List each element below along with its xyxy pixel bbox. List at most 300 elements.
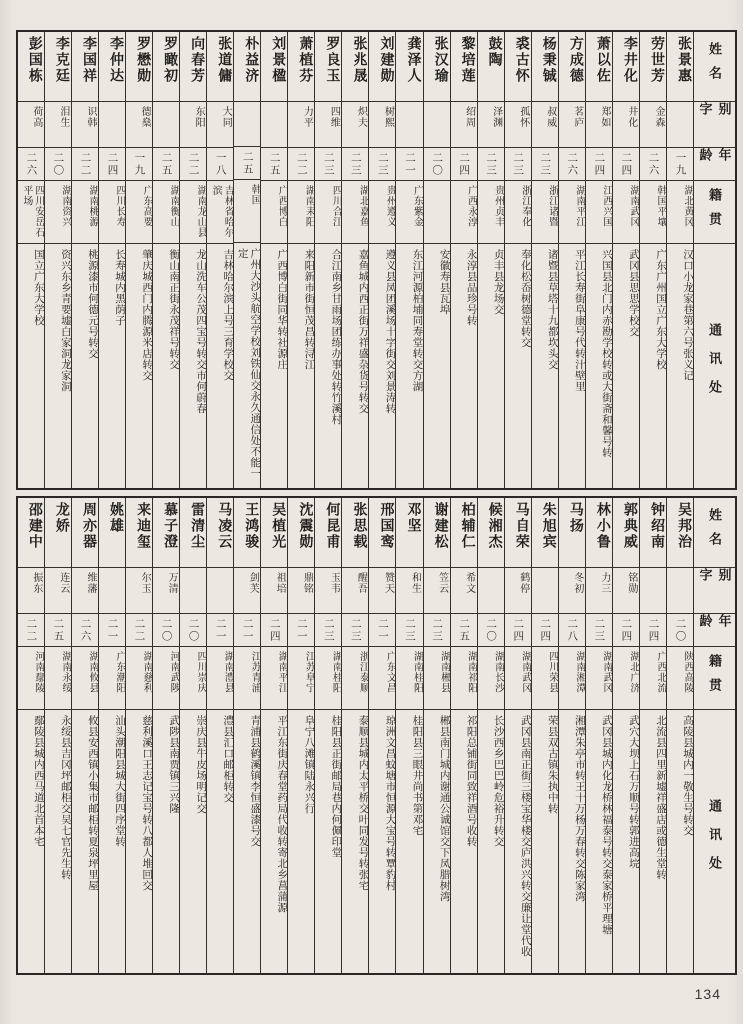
native-cell: 湖南桂阳: [396, 647, 422, 710]
alias-cell: 力三: [586, 568, 612, 614]
alias-cell: 东阳: [180, 102, 206, 148]
age-cell: 二三: [478, 148, 504, 181]
name-cell: 罗懋勋: [126, 32, 152, 102]
native-cell: 浙江泰顺: [342, 647, 368, 710]
age-cell: 二三: [532, 148, 558, 181]
age-cell: 二四: [586, 148, 612, 181]
native-cell: 河南武陟: [153, 647, 179, 710]
native-cell: 贵州遵义: [369, 181, 395, 244]
contact-cell: 来阳新市街恒茂昌转浔江: [303, 249, 315, 370]
alias-cell: 希文: [451, 568, 477, 614]
person-column: [287, 32, 314, 488]
alias-cell: 金森: [640, 102, 666, 148]
contact-cell: 武穴大坝上石万顺号转郭进高垸: [627, 715, 639, 869]
native-cell: 浙江诸暨: [532, 181, 558, 244]
alias-cell: 冬初: [559, 568, 585, 614]
person-column: [423, 498, 450, 973]
alias-cell: 泪生: [45, 102, 71, 148]
person-column: [612, 32, 639, 488]
native-cell: 湖南湘潭: [559, 647, 585, 710]
name-cell: 龚泽人: [396, 32, 422, 102]
contact-cell: 永绥县吉冈坪邮柜交吴七官先生转: [59, 715, 71, 880]
alias-cell: [640, 568, 666, 614]
name-cell: 候湘杰: [478, 498, 504, 568]
native-cell: [424, 181, 450, 244]
person-column: [98, 498, 125, 973]
person-column: [125, 498, 152, 973]
native-cell: 江苏阜宁: [288, 647, 314, 710]
name-cell: 杨秉铖: [532, 32, 558, 102]
contact-cell: 永淳县品珍号转: [465, 249, 477, 326]
person-column: [585, 498, 612, 973]
person-column: [260, 498, 287, 973]
person-column: [368, 498, 395, 973]
alias-cell: 树熙: [369, 102, 395, 148]
age-cell: 一八: [207, 148, 233, 181]
contact-cell: 诸暨县草塔十九都坎头交: [546, 249, 558, 370]
alias-cell: 铭勋: [613, 568, 639, 614]
age-cell: 二三: [315, 614, 341, 647]
alias-cell: [532, 568, 558, 614]
name-cell: 刘建勋: [369, 32, 395, 102]
age-cell: 二四: [99, 148, 125, 181]
header-native-label: 籍贯: [694, 647, 735, 710]
person-column: [585, 32, 612, 488]
header-contact-label: 通讯处: [707, 798, 722, 885]
native-cell: 韩国平壤: [640, 181, 666, 244]
age-cell: 二六: [640, 148, 666, 181]
age-cell: 二二: [180, 148, 206, 181]
name-cell: 罗良玉: [315, 32, 341, 102]
age-cell: 二四: [613, 148, 639, 181]
alias-cell: 维藩: [72, 568, 98, 614]
name-cell: 雷清尘: [180, 498, 206, 568]
native-cell: 湖北广济: [613, 647, 639, 710]
header-alias-label: 别字: [694, 102, 735, 148]
age-cell: 二六: [18, 148, 44, 181]
native-cell: 湖南资兴: [45, 181, 71, 244]
name-cell: 王鸿骏: [234, 498, 260, 568]
age-cell: 二〇: [180, 614, 206, 647]
native-cell: 湖南永绥: [45, 647, 71, 710]
alias-cell: [424, 102, 450, 148]
person-column: [368, 32, 395, 488]
person-column: [477, 498, 504, 973]
name-cell: 柏辅仁: [451, 498, 477, 568]
native-cell: 贵州贞丰: [478, 181, 504, 244]
contact-cell: 广东广州国立广东大学校: [654, 249, 666, 370]
name-cell: 马凌云: [207, 498, 233, 568]
person-column: [44, 32, 71, 488]
native-cell: 湖南武冈: [586, 647, 612, 710]
name-cell: 李仲达: [99, 32, 125, 102]
name-cell: 周亦器: [72, 498, 98, 568]
contact-cell: 贞丰县龙场交: [492, 249, 504, 315]
contact-cell: 国立广东大学校: [32, 249, 44, 326]
contact-cell: 祁阳总铺街同致祥酒号收转: [465, 715, 477, 847]
person-column: [18, 498, 44, 973]
alias-cell: [667, 568, 693, 614]
person-column: [71, 32, 98, 488]
alias-cell: [667, 102, 693, 148]
native-cell: 湖南平江: [559, 181, 585, 244]
person-column: [504, 498, 531, 973]
name-cell: 彭国栋: [18, 32, 44, 102]
age-cell: 二一: [99, 614, 125, 647]
contact-cell: 北流县四里新墟祥盛店或德生堂转: [654, 715, 666, 880]
alias-cell: 鼎铭: [288, 568, 314, 614]
age-cell: 二三: [586, 614, 612, 647]
name-cell: 萧植芬: [288, 32, 314, 102]
person-column: [287, 498, 314, 973]
alias-cell: [153, 102, 179, 148]
native-cell: 四川合江: [315, 181, 341, 244]
alias-cell: 井化: [613, 102, 639, 148]
age-cell: 二一: [207, 614, 233, 647]
native-cell: 韩国: [234, 180, 260, 243]
native-cell: 四川崇庆: [180, 647, 206, 710]
contact-cell: 阜宁八滩镇陆永兴行: [303, 715, 315, 814]
native-cell: 湖南澧县: [207, 647, 233, 710]
native-cell: 江苏青浦: [234, 647, 260, 710]
age-cell: 二〇: [45, 148, 71, 181]
person-column: [395, 498, 422, 973]
name-cell: 罗瞰初: [153, 32, 179, 102]
contact-cell: 鄢陵县城内西马道北首本宅: [32, 715, 44, 847]
name-cell: 慕子澄: [153, 498, 179, 568]
alias-cell: 炽夫: [342, 102, 368, 148]
contact-cell: 武冈县城内化龙桥林福泰号转交泰家桥平理塘: [600, 715, 612, 935]
contact-cell: 桂阳县三眼井尚书第邓宅: [411, 715, 423, 836]
contact-cell: 平江长寿街阜康号代转汁壁里: [573, 249, 585, 392]
native-cell: 浙江奉化: [505, 181, 531, 244]
name-cell: 何昆甫: [315, 498, 341, 568]
contact-cell: 合江南乡甘雨场团练办事处转竹溪村: [330, 249, 342, 425]
name-cell: 李克廷: [45, 32, 71, 102]
age-cell: 二一: [396, 148, 422, 181]
person-column: [233, 32, 260, 488]
alias-cell: 笠云: [424, 568, 450, 614]
age-cell: 二五: [451, 614, 477, 647]
person-column: [450, 32, 477, 488]
alias-cell: 赞天: [369, 568, 395, 614]
native-cell: 吉林省哈尔滨: [207, 181, 233, 244]
native-cell: 湖南武冈: [613, 181, 639, 244]
person-column: [531, 498, 558, 973]
contact-cell: 嘉鱼城内西正街万祥盛杂货号转交: [357, 249, 369, 414]
alias-cell: 连云: [45, 568, 71, 614]
name-cell: 龙娇: [45, 498, 71, 568]
person-column: [152, 32, 179, 488]
contact-cell: 青浦县鹤溪镇李恒盛漆号交: [249, 715, 261, 847]
person-column: [666, 498, 693, 973]
person-column: [314, 498, 341, 973]
header-name-label: 姓名: [694, 498, 735, 568]
name-cell: 张景惠: [667, 32, 693, 102]
alias-cell: 玉韦: [315, 568, 341, 614]
alias-cell: [180, 568, 206, 614]
native-cell: 广西博白: [261, 181, 287, 244]
name-cell: 钟绍南: [640, 498, 666, 568]
contact-cell: 武冈县思思学校交: [627, 249, 639, 337]
directory-table-bottom: [16, 496, 737, 975]
name-cell: 邵建中: [18, 498, 44, 568]
native-cell: 湖南郴县: [424, 647, 450, 710]
contact-cell: 桃源漆市何德元号转交: [86, 249, 98, 359]
person-column: [233, 498, 260, 973]
native-cell: 四川长寿: [99, 181, 125, 244]
age-cell: 二三: [342, 148, 368, 181]
native-cell: 广东文昌: [369, 647, 395, 710]
contact-cell: 奉化松岙树德堂转交: [519, 249, 531, 348]
name-cell: 刘景楹: [261, 32, 287, 102]
name-cell: 张汉瑜: [424, 32, 450, 102]
contact-cell: 资兴东乡青要墟白家洞龙家洞: [59, 249, 71, 392]
person-column: [206, 498, 233, 973]
name-cell: 朱旭宾: [532, 498, 558, 568]
contact-cell: 衡山南正街永茂祥号转交: [168, 249, 180, 370]
person-column: [477, 32, 504, 488]
header-column: [693, 498, 735, 973]
alias-cell: 郑如: [586, 102, 612, 148]
age-cell: 二五: [261, 148, 287, 181]
name-cell: 劳世芳: [640, 32, 666, 102]
alias-cell: 识韩: [72, 102, 98, 148]
name-cell: 吴邦治: [667, 498, 693, 568]
age-cell: 二三: [424, 614, 450, 647]
native-cell: 广东潮阳: [99, 647, 125, 710]
name-cell: 来迪玺: [126, 498, 152, 568]
alias-cell: [478, 568, 504, 614]
native-cell: 湖南桂阳: [315, 647, 341, 710]
native-cell: 湖南平江: [261, 647, 287, 710]
contact-cell: 安徽寿县瓦埠: [438, 249, 450, 315]
native-cell: 广东紫金: [396, 181, 422, 244]
contact-cell: 汉口小龙家巷第六号张义记: [682, 249, 693, 381]
person-column: [612, 498, 639, 973]
person-column: [531, 32, 558, 488]
person-column: [44, 498, 71, 973]
age-cell: 二四: [613, 614, 639, 647]
alias-cell: 尔玉: [126, 568, 152, 614]
contact-cell: 平江东街庆春堂药局代收转寄北乡菖蒲源: [276, 715, 288, 913]
person-column: [18, 32, 44, 488]
person-column: [395, 32, 422, 488]
name-cell: 鼓陶: [478, 32, 504, 102]
directory-table-top: [16, 30, 737, 490]
age-cell: 一九: [667, 148, 693, 181]
contact-cell: 崇庆县牛皮场明记交: [195, 715, 207, 814]
contact-cell: 遵义县凤团溪场十字街交刘景涛转: [384, 249, 396, 414]
alias-cell: 万清: [153, 568, 179, 614]
name-cell: 黎培莲: [451, 32, 477, 102]
native-cell: 湖南慈利: [126, 647, 152, 710]
contact-cell: 琼洲文昌蚊塘市恒源大宝号转覃豹村: [384, 715, 396, 891]
alias-cell: 和生: [396, 568, 422, 614]
age-cell: 二二: [288, 148, 314, 181]
name-cell: 裘古怀: [505, 32, 531, 102]
age-cell: 二四: [261, 614, 287, 647]
age-cell: 二五: [45, 614, 71, 647]
contact-cell: 湘潭朱亭市转王十万杨万春转交陈家湾: [573, 715, 585, 902]
person-column: [152, 498, 179, 973]
name-cell: 向春芳: [180, 32, 206, 102]
name-cell: 姚雄: [99, 498, 125, 568]
alias-cell: [99, 102, 125, 148]
age-cell: 二四: [451, 148, 477, 181]
name-cell: 马扬: [559, 498, 585, 568]
native-cell: 湖南耒阳: [288, 181, 314, 244]
person-column: [423, 32, 450, 488]
alias-cell: 叔威: [532, 102, 558, 148]
name-cell: 邢国鸾: [369, 498, 395, 568]
header-name-label: 姓名: [694, 32, 735, 102]
person-column: [341, 32, 368, 488]
age-cell: 二〇: [424, 148, 450, 181]
name-cell: 萧以佐: [586, 32, 612, 102]
age-cell: 二四: [640, 614, 666, 647]
header-age-label: 年龄: [694, 614, 735, 647]
person-column: [666, 32, 693, 488]
native-cell: 江西兴国: [586, 181, 612, 244]
header-contact-label: 通讯处: [707, 323, 722, 409]
contact-cell: 郴县南门城内谢通公诚馆交下凤腊树湾: [438, 715, 450, 902]
contact-cell: 荣县双古镇朱执中转: [546, 715, 558, 814]
alias-cell: 鹤停: [505, 568, 531, 614]
age-cell: 二八: [559, 614, 585, 647]
contact-cell: 攸县安西镇小集市邮柜转夏泉坪里屋: [86, 715, 98, 891]
contact-cell: 长沙西乡巴巴岭危裕升转交: [492, 715, 504, 847]
header-age-label: 年龄: [694, 148, 735, 181]
name-cell: 马自荣: [505, 498, 531, 568]
header-column: [693, 32, 735, 488]
contact-cell: 东江河源柏埔同寿堂转交方湖: [411, 249, 423, 392]
alias-cell: 剑芙: [234, 568, 260, 614]
native-cell: 广西北流: [640, 647, 666, 710]
person-column: [314, 32, 341, 488]
name-cell: 吴植光: [261, 498, 287, 568]
age-cell: 一九: [126, 148, 152, 181]
contact-cell: 长寿城内黑荫子: [114, 249, 126, 326]
alias-cell: 四维: [315, 102, 341, 148]
person-column: [260, 32, 287, 488]
person-column: [504, 32, 531, 488]
person-column: [450, 498, 477, 973]
age-cell: 二〇: [478, 614, 504, 647]
name-cell: 谢建松: [424, 498, 450, 568]
age-cell: 二三: [505, 148, 531, 181]
native-cell: 湖南攸县: [72, 647, 98, 710]
person-column: [71, 498, 98, 973]
age-cell: 二〇: [667, 614, 693, 647]
contact-cell: 肇庆城西门内腾源米店转交: [141, 249, 153, 381]
alias-cell: 醒吾: [342, 568, 368, 614]
name-cell: 李国祥: [72, 32, 98, 102]
age-cell: 二六: [72, 614, 98, 647]
page-number: 134: [694, 986, 721, 1002]
contact-cell: 高陵县城内一敬生号转交: [682, 715, 693, 836]
age-cell: 二五: [234, 147, 260, 180]
contact-cell: 汕头潮阳县城大街四序堂转: [114, 715, 126, 847]
alias-cell: 茗庐: [559, 102, 585, 148]
contact-cell: 泰顺县城内太平桥交叶同发号转张宅: [357, 715, 369, 891]
native-cell: 广西永淳: [451, 181, 477, 244]
name-cell: 方成德: [559, 32, 585, 102]
person-column: [206, 32, 233, 488]
alias-cell: [396, 102, 422, 148]
native-cell: 湖南桃源: [72, 181, 98, 244]
native-cell: 湖南武冈: [505, 647, 531, 710]
native-cell: 四川安岳石平场: [18, 181, 44, 244]
native-cell: 湖南祁阳: [451, 647, 477, 710]
person-column: [558, 498, 585, 973]
age-cell: 二〇: [153, 614, 179, 647]
age-cell: 二一: [234, 614, 260, 647]
native-cell: 河南鄢陵: [18, 647, 44, 710]
name-cell: 朴益济: [234, 32, 260, 102]
header-native-label: 籍贯: [694, 181, 735, 244]
alias-cell: 振东: [18, 568, 44, 614]
native-cell: 湖南长沙: [478, 647, 504, 710]
native-cell: 湖南衡山: [153, 181, 179, 244]
native-cell: 湖北嘉鱼: [342, 181, 368, 244]
age-cell: 二三: [369, 148, 395, 181]
contact-cell: 慈利溪口王志记宝号转八都人堆回交: [141, 715, 153, 891]
alias-cell: 力平: [288, 102, 314, 148]
contact-cell: 龙山洗车公茂四宝号转交市何蔚春: [195, 249, 207, 414]
person-column: [179, 498, 206, 973]
alias-cell: 大同: [207, 102, 233, 148]
name-cell: 张兆晟: [342, 32, 368, 102]
age-cell: 二三: [396, 614, 422, 647]
person-column: [179, 32, 206, 488]
native-cell: 四川荣县: [532, 647, 558, 710]
alias-cell: [234, 102, 260, 148]
name-cell: 张道傭: [207, 32, 233, 102]
alias-cell: [207, 568, 233, 614]
person-column: [98, 32, 125, 488]
contact-cell: 广州大沙头航空学校刘铁仙交永久通信处不能一定: [236, 247, 261, 479]
name-cell: 李井化: [613, 32, 639, 102]
age-cell: 二三: [315, 148, 341, 181]
alias-cell: 祖培: [261, 568, 287, 614]
age-cell: 二六: [559, 148, 585, 181]
alias-cell: 荷高: [18, 102, 44, 148]
contact-cell: 兴国县北门内赤勘学校转或大街斋和馨号转: [600, 249, 612, 458]
alias-cell: [99, 568, 125, 614]
person-column: [125, 32, 152, 488]
name-cell: 郭典威: [613, 498, 639, 568]
name-cell: 林小鲁: [586, 498, 612, 568]
name-cell: 张思载: [342, 498, 368, 568]
contact-cell: 澧县汇口邮柜转交: [222, 715, 234, 803]
name-cell: 沈震勋: [288, 498, 314, 568]
age-cell: 二一: [369, 614, 395, 647]
alias-cell: 泽渊: [478, 102, 504, 148]
contact-cell: 武冈县南正街三楼宝华楼交庐洪兴转交廉让堂代收: [519, 715, 531, 957]
person-column: [341, 498, 368, 973]
alias-cell: [261, 102, 287, 148]
age-cell: 二四: [532, 614, 558, 647]
header-alias-label: 别字: [694, 568, 735, 614]
alias-cell: 德燊: [126, 102, 152, 148]
contact-cell: 桂阳县正街邮局巷内何佩印堂: [330, 715, 342, 858]
age-cell: 二一: [288, 614, 314, 647]
age-cell: 二二: [72, 148, 98, 181]
name-cell: 邓坚: [396, 498, 422, 568]
person-column: [639, 498, 666, 973]
age-cell: 二四: [505, 614, 531, 647]
